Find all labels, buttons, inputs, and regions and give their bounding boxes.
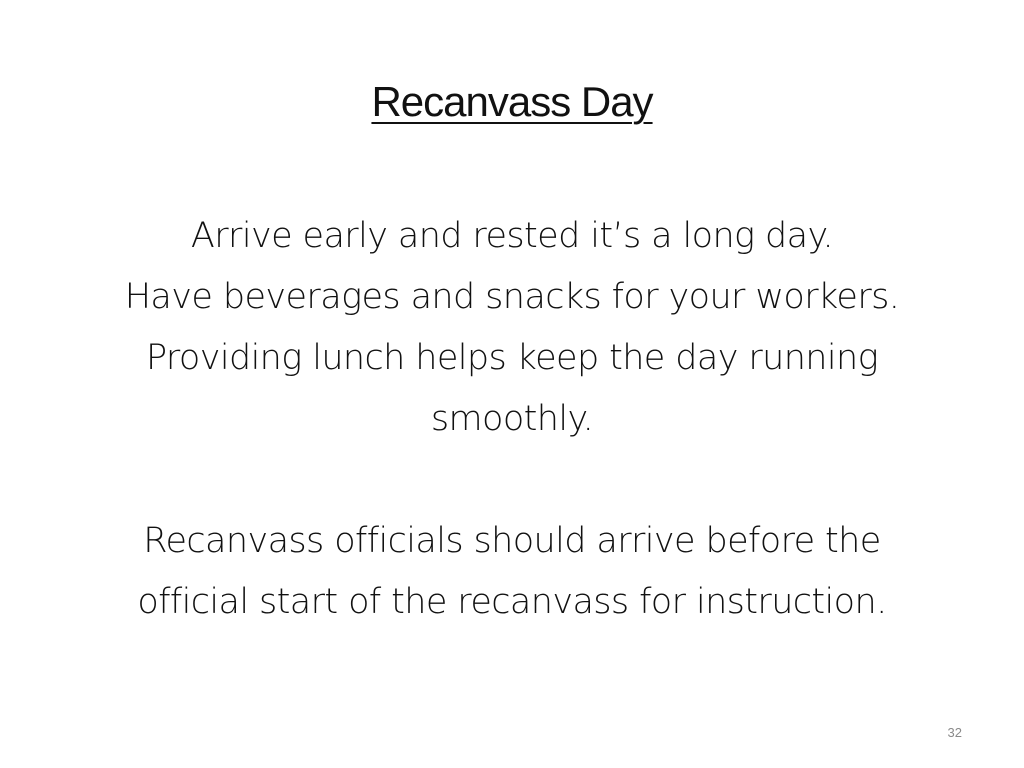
text-line: Providing lunch helps keep the day running	[145, 338, 879, 378]
slide-body	[24, 206, 1000, 633]
paragraph-spacer	[24, 450, 1000, 511]
slide-page-number: 32	[947, 725, 962, 740]
paragraph-officials-arrival	[24, 511, 1000, 633]
text-line: smoothly.	[430, 399, 594, 439]
text-line: official start of the recanvass for instruction.	[137, 582, 887, 622]
slide-title	[0, 74, 1024, 130]
slide-title-text: Recanvass Day	[371, 78, 653, 125]
text-line: Have beverages and snacks for your workers.	[124, 277, 900, 317]
text-line: Recanvass officials should arrive before the	[143, 521, 881, 561]
text-line: Arrive early and rested it’s a long day.	[190, 216, 834, 256]
paragraph-day-preparation	[24, 206, 1000, 450]
